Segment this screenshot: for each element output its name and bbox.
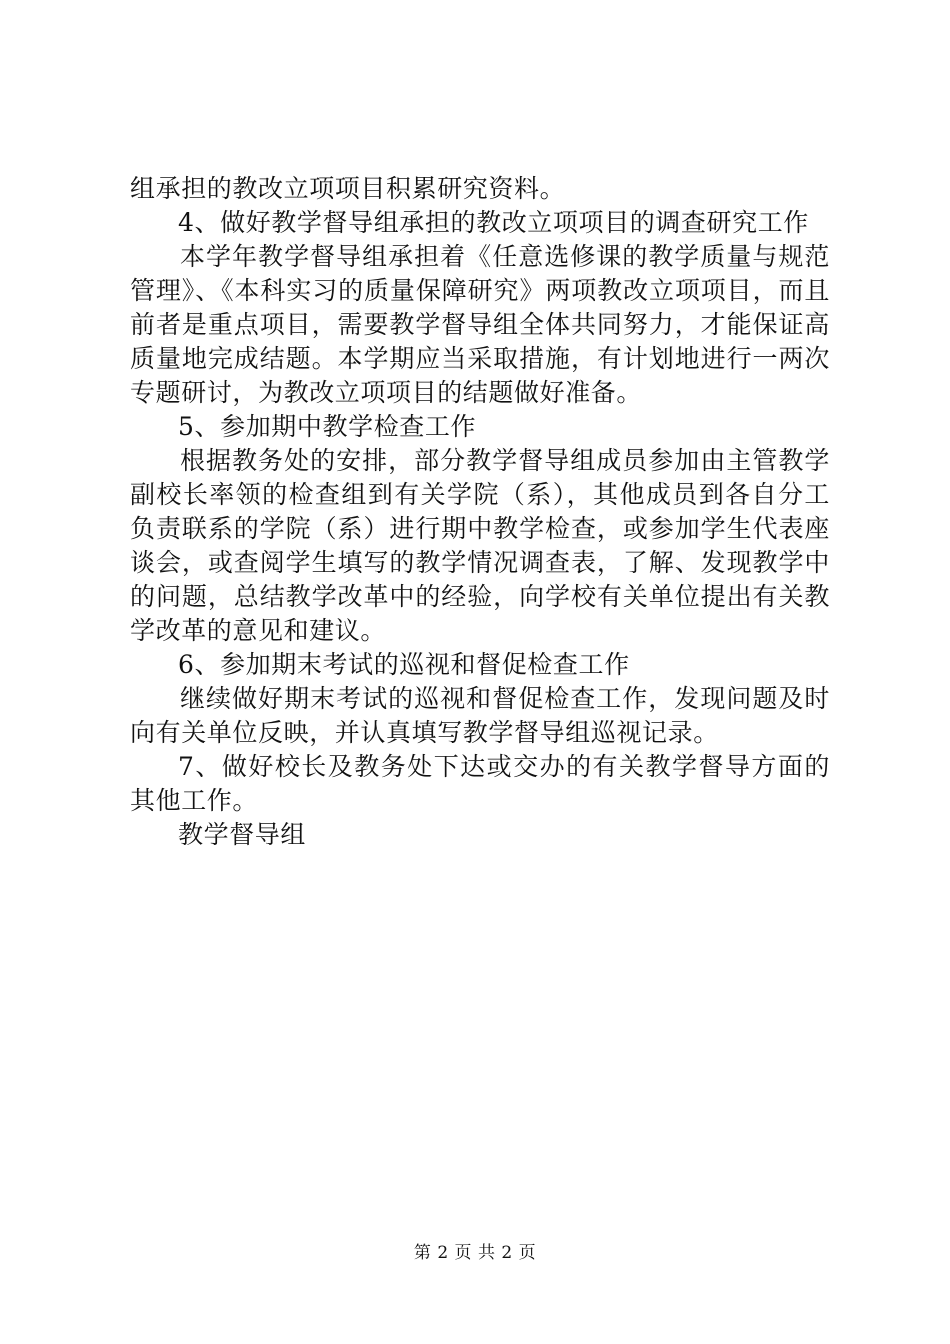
document-body <box>130 172 830 852</box>
signature-organization: 教学督导组 <box>178 820 307 849</box>
item-heading-7: 7、做好校长及教务处下达或交办的有关教学督导方面的其他工作。 <box>130 752 830 815</box>
page-footer <box>0 1242 950 1264</box>
item-body-4: 本学年教学督导组承担着《任意选修课的教学质量与规范管理》、《本科实习的质量保障研究》两项教改立项项目，而且前者是重点项目，需要教学督导组全体共同努力，才能保证高质量地完成结题。本学期应当采取措施，有计划地进行一两次专题研讨，为教改立项项目的结题做好准备。 <box>130 242 830 407</box>
paragraph-continuation: 组承担的教改立项项目积累研究资料。 <box>130 174 566 203</box>
item-heading-6: 6、参加期末考试的巡视和督促检查工作 <box>178 650 630 679</box>
item-body-5: 根据教务处的安排，部分教学督导组成员参加由主管教学副校长率领的检查组到有关学院（系），其他成员到各自分工负责联系的学院（系）进行期中教学检查，或参加学生代表座谈会，或查阅学生填写的教学情况调查表，了解、发现教学中的问题，总结教学改革中的经验，向学校有关单位提出有关教学改革的意见和建议。 <box>130 446 830 645</box>
item-heading-5: 5、参加期中教学检查工作 <box>178 412 477 441</box>
item-body-6: 继续做好期末考试的巡视和督促检查工作，发现问题及时向有关单位反映，并认真填写教学督导组巡视记录。 <box>130 684 830 747</box>
page-number: 第 2 页 共 2 页 <box>413 1243 537 1263</box>
item-heading-4: 4、做好教学督导组承担的教改立项项目的调查研究工作 <box>178 208 809 237</box>
